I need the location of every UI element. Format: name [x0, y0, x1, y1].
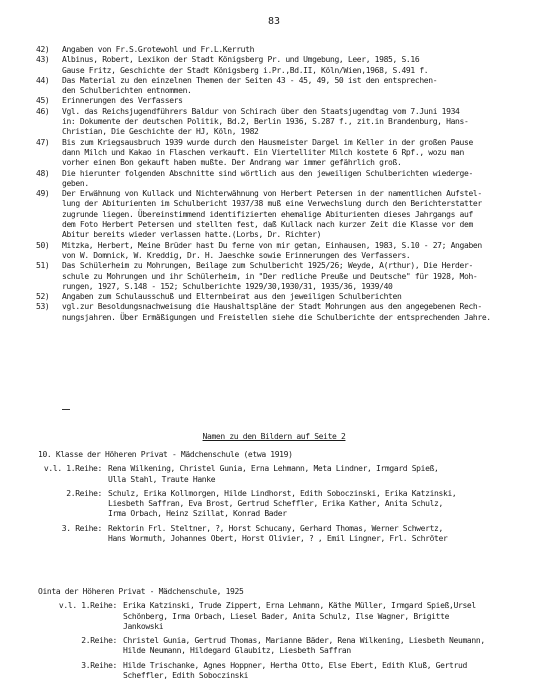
footnote	[36, 96, 532, 106]
footnote	[36, 189, 532, 240]
footnote-line: schule zu Mohrungen und ihr Schülerheim, in "Der redliche Preuße und Deutsche" für 1928, Moh-	[62, 271, 478, 281]
caption-row	[38, 661, 538, 682]
divider	[62, 409, 70, 410]
row-label: 3.Reihe:	[81, 660, 117, 670]
names-line: Hilde Trischanke, Agnes Hoppner, Hertha Otto, Else Ebert, Edith Kluß, Gertrud	[123, 660, 467, 670]
footnote	[36, 261, 532, 292]
footnote-line: geben.	[62, 178, 89, 188]
footnote-line: Der Erwähnung von Kullack und Nichterwähnung von Herbert Petersen in der namentlichen Aufstel-	[62, 189, 482, 199]
footnote-line: Gause Fritz, Geschichte der Stadt Königsberg i.Pr.,Bd.II, Köln/Wien,1968, S.491 f.	[62, 65, 429, 75]
footnote-number: 51)	[36, 261, 50, 271]
row-label: 2.Reihe:	[81, 636, 117, 646]
footnote-line: dem Foto Herbert Petersen und stellten fest, daß Kullack nach kurzer Zeit die Klasse vor dem	[62, 220, 473, 230]
footnote-line: Erinnerungen des Verfassers	[62, 96, 183, 106]
footnote	[36, 169, 532, 190]
footnote-number: 44)	[36, 75, 50, 85]
footnote-line: den Schulberichten entnommen.	[62, 86, 192, 96]
footnote-line: lung der Abiturienten im Schulbericht 1937/38 muß eine Verwechslung durch den Berichterstatter	[62, 199, 482, 209]
footnote-line: Bis zum Kriegsausbruch 1939 wurde durch den Hausmeister Dargel im Keller in der großen Pause	[62, 137, 473, 147]
names-title-text: Namen zu den Bildern auf Seite 2	[202, 432, 346, 441]
footnote-number: 47)	[36, 137, 50, 147]
footnote-line: Angaben zum Schulausschuß und Elternbeirat aus den jeweiligen Schulberichten	[62, 292, 402, 302]
footnote	[36, 107, 532, 138]
footnote-number: 49)	[36, 189, 50, 199]
footnotes-list	[36, 45, 532, 323]
footnote	[36, 292, 532, 302]
footnote-number: 43)	[36, 55, 50, 65]
footnote-number: 52)	[36, 292, 50, 302]
footnote-line: Die hierunter folgenden Abschnitte sind wörtlich aus den jeweiligen Schulberichten wiederge-	[62, 168, 473, 178]
names-line: Hans Wormuth, Johannes Obert, Horst Olivier, ? , Emil Lingner, Frl. Schröter	[108, 534, 448, 544]
names-line: Rektorin Frl. Steltner, ?, Horst Schucany, Gerhard Thomas, Werner Schwertz,	[108, 523, 443, 533]
footnote	[36, 241, 532, 262]
caption-row	[38, 524, 538, 545]
footnote-line: Das Schülerheim zu Mohrungen, Beilage zum Schulbericht 1925/26; Weyde, A(rthur), Die Herder-	[62, 261, 473, 271]
footnote-number: 46)	[36, 106, 50, 116]
footnote-line: zugrunde liegen. Übereinstimmend identifizierten ehemalige Abiturienten dieses Jahrgangs auf	[62, 209, 473, 219]
picture-caption-section	[38, 450, 538, 544]
footnote-number: 50)	[36, 240, 50, 250]
section-heading: 10. Klasse der Höheren Privat - Mädchenschule (etwa 1919)	[38, 450, 293, 459]
names-line: Jankowski	[123, 621, 164, 631]
footnote-number: 45)	[36, 96, 50, 106]
names-line: Christel Gunia, Gertrud Thomas, Marianne Bäder, Rena Wilkening, Liesbeth Neumann,	[123, 636, 485, 646]
page-number: 83	[267, 16, 281, 27]
footnote-line: von W. Domnick, W. Kreddig, Dr. H. Jaeschke sowie Erinnerungen des Verfassers.	[62, 250, 411, 260]
footnote-number: 42)	[36, 45, 50, 54]
footnote-line: vgl.zur Besoldungsnachweisung die Haushaltspläne der Stadt Mohrungen aus den angegebenen Rech-	[62, 302, 482, 312]
footnote-line: rungen, 1927, S.148 - 152; Schulberichte 1929/30,1930/31, 1935/36, 1939/40	[62, 281, 393, 291]
caption-row	[38, 601, 538, 632]
names-line: Ulla Stahl, Traute Hanke	[108, 474, 216, 484]
footnote-line: nungsjahren. Über Ermäßigungen und Freistellen siehe die Schulberichte der entsprechenden Jahre.	[62, 312, 491, 322]
footnote-line: Angaben von Fr.S.Grotewohl und Fr.L.Kerruth	[62, 45, 255, 54]
row-label: v.l. 1.Reihe:	[43, 464, 102, 474]
names-line: Rena Wilkening, Christel Gunia, Erna Lehmann, Meta Lindner, Irmgard Spieß,	[108, 464, 439, 474]
footnote-line: in: Dokumente der deutschen Politik, Bd.2, Berlin 1936, S.287 f., zit.in Brandenburg, Hans-	[62, 117, 469, 127]
picture-caption-section	[38, 587, 538, 681]
footnote-line: Das Material zu den einzelnen Themen der Seiten 43 - 45, 49, 50 ist den entsprechen-	[62, 75, 438, 85]
names-line: Scheffler, Edith Soboczinski	[123, 671, 249, 681]
names-line: Liesbeth Saffran, Eva Brost, Gertrud Scheffler, Erika Kather, Anita Schulz,	[108, 499, 443, 509]
names-title	[0, 432, 548, 442]
names-line: Erika Katzinski, Trude Zippert, Erna Lehmann, Käthe Müller, Irmgard Spieß,Ursel	[123, 601, 476, 611]
caption-row	[38, 464, 538, 485]
names-line: Schulz, Erika Kollmorgen, Hilde Lindhorst, Edith Soboczinski, Erika Katzinski,	[108, 488, 457, 498]
names-line: Irma Orbach, Heinz Szillat, Konrad Bader	[108, 509, 287, 519]
footnote-line: Christian, Die Geschichte der HJ, Köln, 1982	[62, 127, 259, 137]
caption-row	[38, 489, 538, 520]
footnote	[36, 302, 532, 323]
names-line: Hilde Neumann, Hildegard Glaubitz, Liesbeth Saffran	[123, 646, 351, 656]
footnote-line: dann Milch und Kakao in Flaschen verkauft. Ein Viertelliter Milch kostete 6 Rpf., wozu man	[62, 147, 464, 157]
footnote-line: vorher einen Bon gekauft haben mußte. Der Andrang war immer gefährlich groß.	[62, 158, 402, 168]
footnote-number: 48)	[36, 168, 50, 178]
footnote	[36, 76, 532, 97]
footnote-line: Vgl. das Reichsjugendführers Baldur von Schirach über den Staatsjugendtag vom 7.Juni 1934	[62, 106, 460, 116]
caption-row	[38, 636, 538, 657]
footnote	[36, 45, 532, 55]
footnote-line: Abitur bereits wieder verlassen hatte.(Lorbs, Dr. Richter)	[62, 230, 322, 240]
row-label: 2.Reihe:	[66, 488, 102, 498]
footnote	[36, 138, 532, 169]
footnote-line: Albinus, Robert, Lexikon der Stadt Königsberg Pr. und Umgebung, Leer, 1985, S.16	[62, 55, 420, 65]
names-line: Schönberg, Irma Orbach, Liesel Bader, Anita Schulz, Ilse Wagner, Brigitte	[123, 611, 450, 621]
row-label: 3. Reihe:	[61, 523, 102, 533]
footnote-line: Mitzka, Herbert, Meine Brüder hast Du ferne von mir getan, Einhausen, 1983, S.10 - 27; Angaben	[62, 240, 482, 250]
section-heading: Ointa der Höheren Privat - Mädchenschule, 1925	[38, 587, 244, 596]
footnote-number: 53)	[36, 302, 50, 312]
footnote	[36, 55, 532, 76]
row-label: v.l. 1.Reihe:	[58, 601, 117, 611]
